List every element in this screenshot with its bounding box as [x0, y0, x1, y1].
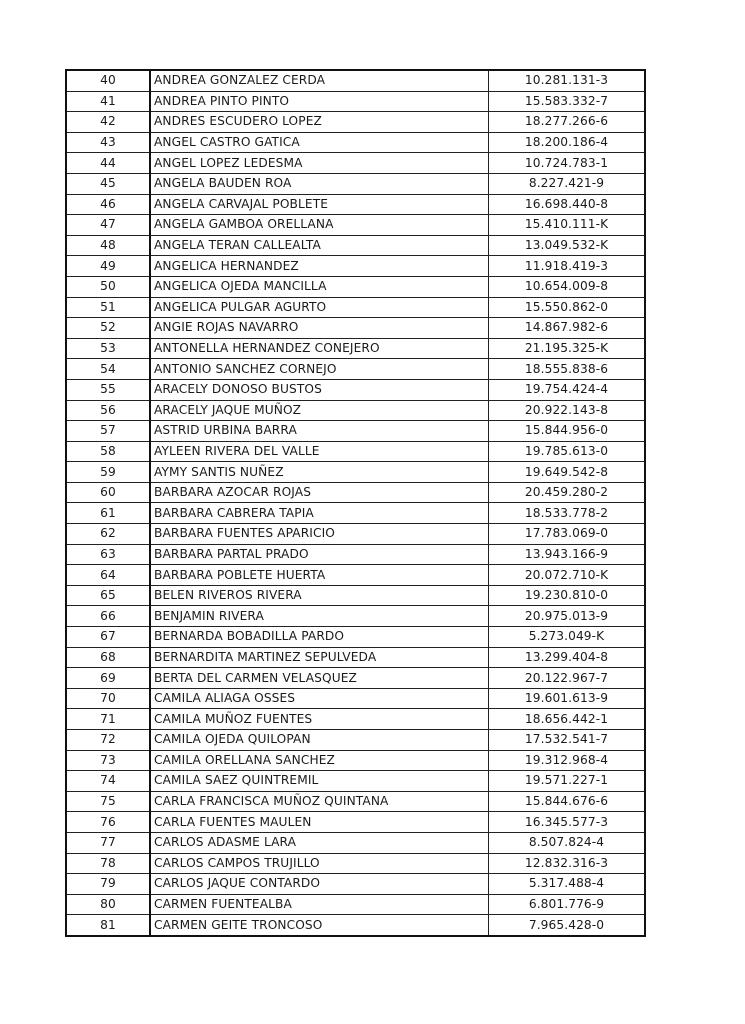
- rut-cell: 13.299.404-8: [489, 647, 646, 668]
- row-number-cell: 42: [66, 112, 150, 133]
- table-row: [66, 338, 645, 359]
- rut-cell: 18.200.186-4: [489, 132, 646, 153]
- table-row: [66, 585, 645, 606]
- table-row: [66, 91, 645, 112]
- rut-cell: 6.801.776-9: [489, 894, 646, 915]
- table-row: [66, 194, 645, 215]
- rut-cell: 20.975.013-9: [489, 606, 646, 627]
- table-row: [66, 750, 645, 771]
- row-number-cell: 58: [66, 441, 150, 462]
- table-row: [66, 832, 645, 853]
- rut-cell: 19.312.968-4: [489, 750, 646, 771]
- person-name-cell: ANDREA GONZALEZ CERDA: [150, 70, 489, 91]
- row-number-cell: 77: [66, 832, 150, 853]
- person-name-cell: ANGELA CARVAJAL POBLETE: [150, 194, 489, 215]
- roster-table-body: [66, 70, 645, 936]
- row-number-cell: 62: [66, 524, 150, 545]
- row-number-cell: 40: [66, 70, 150, 91]
- rut-cell: 15.583.332-7: [489, 91, 646, 112]
- person-name-cell: CAMILA ORELLANA SANCHEZ: [150, 750, 489, 771]
- table-row: [66, 276, 645, 297]
- person-name-cell: CARMEN GEITE TRONCOSO: [150, 915, 489, 936]
- rut-cell: 11.918.419-3: [489, 256, 646, 277]
- row-number-cell: 65: [66, 585, 150, 606]
- row-number-cell: 70: [66, 688, 150, 709]
- person-name-cell: ANGEL CASTRO GATICA: [150, 132, 489, 153]
- rut-cell: 18.555.838-6: [489, 359, 646, 380]
- table-row: [66, 524, 645, 545]
- rut-cell: 7.965.428-0: [489, 915, 646, 936]
- person-name-cell: ANGELICA PULGAR AGURTO: [150, 297, 489, 318]
- rut-cell: 21.195.325-K: [489, 338, 646, 359]
- table-row: [66, 400, 645, 421]
- person-name-cell: ANDRES ESCUDERO LOPEZ: [150, 112, 489, 133]
- rut-cell: 20.072.710-K: [489, 565, 646, 586]
- person-name-cell: ANTONIO SANCHEZ CORNEJO: [150, 359, 489, 380]
- table-row: [66, 812, 645, 833]
- row-number-cell: 57: [66, 421, 150, 442]
- row-number-cell: 74: [66, 771, 150, 792]
- person-name-cell: BARBARA POBLETE HUERTA: [150, 565, 489, 586]
- rut-cell: 16.345.577-3: [489, 812, 646, 833]
- person-name-cell: BARBARA AZOCAR ROJAS: [150, 482, 489, 503]
- rut-cell: 20.459.280-2: [489, 482, 646, 503]
- roster-table: [65, 69, 646, 937]
- row-number-cell: 50: [66, 276, 150, 297]
- person-name-cell: CAMILA SAEZ QUINTREMIL: [150, 771, 489, 792]
- person-name-cell: CAMILA ALIAGA OSSES: [150, 688, 489, 709]
- row-number-cell: 52: [66, 318, 150, 339]
- table-row: [66, 462, 645, 483]
- rut-cell: 14.867.982-6: [489, 318, 646, 339]
- person-name-cell: ANGIE ROJAS NAVARRO: [150, 318, 489, 339]
- person-name-cell: AYMY SANTIS NUÑEZ: [150, 462, 489, 483]
- person-name-cell: ANDREA PINTO PINTO: [150, 91, 489, 112]
- rut-cell: 17.532.541-7: [489, 730, 646, 751]
- row-number-cell: 54: [66, 359, 150, 380]
- table-row: [66, 544, 645, 565]
- rut-cell: 19.230.810-0: [489, 585, 646, 606]
- rut-cell: 10.281.131-3: [489, 70, 646, 91]
- row-number-cell: 43: [66, 132, 150, 153]
- person-name-cell: ASTRID URBINA BARRA: [150, 421, 489, 442]
- rut-cell: 17.783.069-0: [489, 524, 646, 545]
- rut-cell: 5.273.049-K: [489, 627, 646, 648]
- row-number-cell: 53: [66, 338, 150, 359]
- person-name-cell: ANTONELLA HERNANDEZ CONEJERO: [150, 338, 489, 359]
- table-row: [66, 359, 645, 380]
- row-number-cell: 78: [66, 853, 150, 874]
- rut-cell: 18.277.266-6: [489, 112, 646, 133]
- person-name-cell: ANGELICA HERNANDEZ: [150, 256, 489, 277]
- row-number-cell: 79: [66, 874, 150, 895]
- table-row: [66, 647, 645, 668]
- row-number-cell: 68: [66, 647, 150, 668]
- table-row: [66, 379, 645, 400]
- rut-cell: 10.724.783-1: [489, 153, 646, 174]
- person-name-cell: ARACELY JAQUE MUÑOZ: [150, 400, 489, 421]
- rut-cell: 15.550.862-0: [489, 297, 646, 318]
- rut-cell: 19.785.613-0: [489, 441, 646, 462]
- row-number-cell: 47: [66, 215, 150, 236]
- table-row: [66, 894, 645, 915]
- rut-cell: 15.844.676-6: [489, 791, 646, 812]
- row-number-cell: 56: [66, 400, 150, 421]
- table-row: [66, 627, 645, 648]
- row-number-cell: 75: [66, 791, 150, 812]
- rut-cell: 19.571.227-1: [489, 771, 646, 792]
- row-number-cell: 73: [66, 750, 150, 771]
- person-name-cell: ANGEL LOPEZ LEDESMA: [150, 153, 489, 174]
- table-row: [66, 70, 645, 91]
- person-name-cell: ANGELA BAUDEN ROA: [150, 173, 489, 194]
- table-row: [66, 112, 645, 133]
- table-row: [66, 730, 645, 751]
- rut-cell: 18.533.778-2: [489, 503, 646, 524]
- rut-cell: 19.601.613-9: [489, 688, 646, 709]
- table-row: [66, 606, 645, 627]
- table-row: [66, 709, 645, 730]
- table-row: [66, 153, 645, 174]
- person-name-cell: BENJAMIN RIVERA: [150, 606, 489, 627]
- person-name-cell: BERNARDITA MARTINEZ SEPULVEDA: [150, 647, 489, 668]
- table-row: [66, 853, 645, 874]
- row-number-cell: 48: [66, 235, 150, 256]
- table-row: [66, 791, 645, 812]
- row-number-cell: 59: [66, 462, 150, 483]
- row-number-cell: 45: [66, 173, 150, 194]
- table-row: [66, 482, 645, 503]
- person-name-cell: ANGELA GAMBOA ORELLANA: [150, 215, 489, 236]
- person-name-cell: BARBARA CABRERA TAPIA: [150, 503, 489, 524]
- table-row: [66, 235, 645, 256]
- rut-cell: 20.922.143-8: [489, 400, 646, 421]
- row-number-cell: 71: [66, 709, 150, 730]
- table-row: [66, 441, 645, 462]
- rut-cell: 16.698.440-8: [489, 194, 646, 215]
- person-name-cell: CARLOS JAQUE CONTARDO: [150, 874, 489, 895]
- table-row: [66, 132, 645, 153]
- row-number-cell: 60: [66, 482, 150, 503]
- row-number-cell: 46: [66, 194, 150, 215]
- rut-cell: 13.943.166-9: [489, 544, 646, 565]
- row-number-cell: 67: [66, 627, 150, 648]
- table-row: [66, 421, 645, 442]
- row-number-cell: 63: [66, 544, 150, 565]
- table-row: [66, 318, 645, 339]
- person-name-cell: BERTA DEL CARMEN VELASQUEZ: [150, 668, 489, 689]
- person-name-cell: AYLEEN RIVERA DEL VALLE: [150, 441, 489, 462]
- rut-cell: 15.844.956-0: [489, 421, 646, 442]
- rut-cell: 19.649.542-8: [489, 462, 646, 483]
- row-number-cell: 80: [66, 894, 150, 915]
- person-name-cell: CAMILA MUÑOZ FUENTES: [150, 709, 489, 730]
- row-number-cell: 51: [66, 297, 150, 318]
- row-number-cell: 76: [66, 812, 150, 833]
- person-name-cell: CARLOS ADASME LARA: [150, 832, 489, 853]
- table-row: [66, 874, 645, 895]
- rut-cell: 5.317.488-4: [489, 874, 646, 895]
- row-number-cell: 64: [66, 565, 150, 586]
- table-row: [66, 915, 645, 936]
- row-number-cell: 66: [66, 606, 150, 627]
- table-row: [66, 503, 645, 524]
- person-name-cell: BARBARA FUENTES APARICIO: [150, 524, 489, 545]
- row-number-cell: 49: [66, 256, 150, 277]
- rut-cell: 18.656.442-1: [489, 709, 646, 730]
- table-row: [66, 668, 645, 689]
- row-number-cell: 41: [66, 91, 150, 112]
- person-name-cell: BARBARA PARTAL PRADO: [150, 544, 489, 565]
- person-name-cell: CAMILA OJEDA QUILOPAN: [150, 730, 489, 751]
- row-number-cell: 55: [66, 379, 150, 400]
- table-row: [66, 771, 645, 792]
- row-number-cell: 72: [66, 730, 150, 751]
- table-row: [66, 297, 645, 318]
- person-name-cell: ARACELY DONOSO BUSTOS: [150, 379, 489, 400]
- person-name-cell: CARLA FRANCISCA MUÑOZ QUINTANA: [150, 791, 489, 812]
- rut-cell: 20.122.967-7: [489, 668, 646, 689]
- rut-cell: 12.832.316-3: [489, 853, 646, 874]
- table-row: [66, 215, 645, 236]
- row-number-cell: 81: [66, 915, 150, 936]
- person-name-cell: BERNARDA BOBADILLA PARDO: [150, 627, 489, 648]
- person-name-cell: ANGELA TERAN CALLEALTA: [150, 235, 489, 256]
- row-number-cell: 61: [66, 503, 150, 524]
- row-number-cell: 69: [66, 668, 150, 689]
- rut-cell: 13.049.532-K: [489, 235, 646, 256]
- person-name-cell: ANGELICA OJEDA MANCILLA: [150, 276, 489, 297]
- person-name-cell: BELEN RIVEROS RIVERA: [150, 585, 489, 606]
- person-name-cell: CARLOS CAMPOS TRUJILLO: [150, 853, 489, 874]
- person-name-cell: CARMEN FUENTEALBA: [150, 894, 489, 915]
- rut-cell: 15.410.111-K: [489, 215, 646, 236]
- rut-cell: 10.654.009-8: [489, 276, 646, 297]
- table-row: [66, 565, 645, 586]
- rut-cell: 19.754.424-4: [489, 379, 646, 400]
- table-row: [66, 688, 645, 709]
- person-name-cell: CARLA FUENTES MAULEN: [150, 812, 489, 833]
- rut-cell: 8.227.421-9: [489, 173, 646, 194]
- rut-cell: 8.507.824-4: [489, 832, 646, 853]
- table-row: [66, 173, 645, 194]
- table-row: [66, 256, 645, 277]
- row-number-cell: 44: [66, 153, 150, 174]
